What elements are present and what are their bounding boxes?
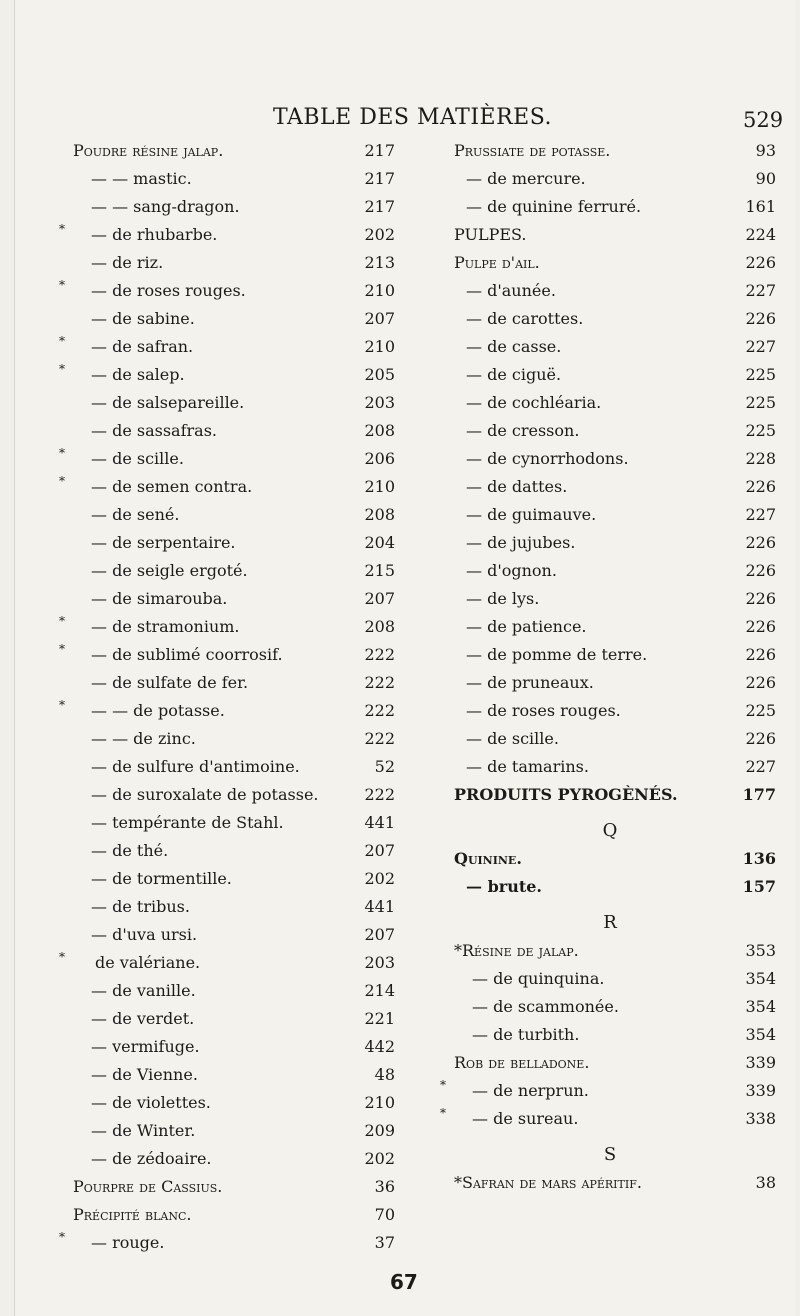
- section-letter-text: Q: [602, 820, 618, 841]
- index-entry: [59, 136, 399, 164]
- asterisk-mark: *: [440, 1078, 446, 1092]
- asterisk-mark: *: [59, 334, 65, 348]
- entry-label: — de tamarins.: [466, 757, 589, 776]
- entry-label: — de sené.: [91, 505, 180, 524]
- asterisk-mark: *: [59, 474, 65, 488]
- index-entry: [59, 276, 399, 304]
- asterisk-mark: *: [59, 1230, 65, 1244]
- entry-label: — rouge.: [91, 1233, 165, 1252]
- entry-page-number: 36: [374, 1177, 395, 1196]
- index-entry: [440, 556, 780, 584]
- entry-label: — de seigle ergoté.: [91, 561, 248, 580]
- entry-label: — — mastic.: [91, 169, 192, 188]
- index-entry: [59, 360, 399, 388]
- entry-label: — de semen contra.: [91, 477, 253, 496]
- entry-page-number: 215: [364, 561, 395, 580]
- entry-page-number: 226: [745, 309, 776, 328]
- index-entry: [59, 1088, 399, 1116]
- entry-page-number: 224: [745, 225, 776, 244]
- entry-page-number: 353: [745, 941, 776, 960]
- index-entry: [59, 304, 399, 332]
- entry-label: Prussiate de potasse.: [454, 141, 611, 160]
- entry-page-number: 208: [364, 421, 395, 440]
- entry-label: Rob de belladone.: [454, 1053, 590, 1072]
- entry-page-number: 222: [364, 729, 395, 748]
- index-entry: [440, 360, 780, 388]
- index-entry: [440, 248, 780, 276]
- entry-label: — de suroxalate de potasse.: [91, 785, 319, 804]
- index-entry: [59, 444, 399, 472]
- index-entry: [440, 1076, 780, 1104]
- index-entry: [59, 724, 399, 752]
- entry-page-number: 208: [364, 505, 395, 524]
- entry-page-number: 209: [364, 1121, 395, 1140]
- entry-label: *Safran de mars apéritif.: [454, 1173, 642, 1192]
- entry-label: — — sang-dragon.: [91, 197, 240, 216]
- entry-label: — de tribus.: [91, 897, 190, 916]
- index-entry: [440, 1020, 780, 1048]
- entry-page-number: 70: [374, 1205, 395, 1224]
- entry-page-number: 207: [364, 309, 395, 328]
- index-entry: [440, 584, 780, 612]
- entry-page-number: 217: [364, 141, 395, 160]
- entry-label: — de scille.: [91, 449, 184, 468]
- entry-label: — de simarouba.: [91, 589, 228, 608]
- entry-label: — tempérante de Stahl.: [91, 813, 284, 832]
- index-entry: [59, 920, 399, 948]
- index-entry: [59, 472, 399, 500]
- entry-page-number: 207: [364, 925, 395, 944]
- entry-page-number: 202: [364, 225, 395, 244]
- asterisk-mark: *: [59, 446, 65, 460]
- entry-label: — — de potasse.: [91, 701, 225, 720]
- index-entry: [59, 864, 399, 892]
- entry-label: Pourpre de Cassius.: [73, 1177, 223, 1196]
- entry-page-number: 225: [745, 393, 776, 412]
- entry-label: — de salep.: [91, 365, 185, 384]
- entry-page-number: 227: [745, 281, 776, 300]
- entry-page-number: 227: [745, 757, 776, 776]
- entry-page-number: 354: [745, 997, 776, 1016]
- entry-page-number: 441: [364, 897, 395, 916]
- entry-page-number: 228: [745, 449, 776, 468]
- entry-label: — de sulfate de fer.: [91, 673, 249, 692]
- entry-label: Quinine.: [454, 849, 522, 868]
- entry-page-number: 203: [364, 953, 395, 972]
- entry-label: — de roses rouges.: [466, 701, 621, 720]
- index-column-right: [440, 136, 780, 1196]
- entry-label: — de sassafras.: [91, 421, 217, 440]
- entry-page-number: 226: [745, 533, 776, 552]
- index-entry: [440, 416, 780, 444]
- entry-label: — de riz.: [91, 253, 164, 272]
- entry-label: — — de zinc.: [91, 729, 196, 748]
- entry-page-number: 225: [745, 421, 776, 440]
- entry-page-number: 214: [364, 981, 395, 1000]
- index-entry: [440, 1168, 780, 1196]
- entry-label: — vermifuge.: [91, 1037, 200, 1056]
- entry-page-number: 90: [755, 169, 776, 188]
- entry-label: — de thé.: [91, 841, 169, 860]
- index-entry: [59, 976, 399, 1004]
- index-entry: [440, 964, 780, 992]
- entry-label: — d'uva ursi.: [91, 925, 198, 944]
- footer-signature: 67: [390, 1270, 418, 1294]
- index-entry: [59, 668, 399, 696]
- index-entry: [59, 1172, 399, 1200]
- entry-label: — de sabine.: [91, 309, 195, 328]
- entry-label: Pulpe d'ail.: [454, 253, 540, 272]
- index-entry: [59, 1060, 399, 1088]
- index-entry: [59, 696, 399, 724]
- entry-label: — de guimauve.: [466, 505, 597, 524]
- entry-page-number: 38: [755, 1173, 776, 1192]
- entry-page-number: 208: [364, 617, 395, 636]
- asterisk-mark: *: [59, 950, 65, 964]
- index-entry: [440, 724, 780, 752]
- entry-page-number: 226: [745, 645, 776, 664]
- index-entry: [440, 992, 780, 1020]
- entry-label: — de cresson.: [466, 421, 580, 440]
- entry-page-number: 136: [742, 849, 776, 868]
- index-entry: [440, 444, 780, 472]
- index-entry: [440, 388, 780, 416]
- entry-label: — de vanille.: [91, 981, 196, 1000]
- entry-page-number: 52: [374, 757, 395, 776]
- index-entry: [59, 388, 399, 416]
- entry-page-number: 227: [745, 505, 776, 524]
- index-entry: [59, 164, 399, 192]
- entry-label: — de safran.: [91, 337, 194, 356]
- entry-page-number: 442: [364, 1037, 395, 1056]
- entry-page-number: 157: [742, 877, 776, 896]
- entry-page-number: 225: [745, 701, 776, 720]
- entry-page-number: 210: [364, 1093, 395, 1112]
- entry-label: — de Winter.: [91, 1121, 196, 1140]
- entry-page-number: 222: [364, 673, 395, 692]
- entry-label: — de scille.: [466, 729, 559, 748]
- entry-page-number: 222: [364, 785, 395, 804]
- index-entry: [440, 500, 780, 528]
- entry-page-number: 205: [364, 365, 395, 384]
- entry-page-number: 226: [745, 253, 776, 272]
- index-entry: [440, 528, 780, 556]
- asterisk-mark: *: [59, 698, 65, 712]
- index-entry: [59, 752, 399, 780]
- entry-label: — de pruneaux.: [466, 673, 594, 692]
- entry-label: — de sulfure d'antimoine.: [91, 757, 300, 776]
- index-entry: [59, 528, 399, 556]
- entry-page-number: 226: [745, 617, 776, 636]
- entry-page-number: 202: [364, 1149, 395, 1168]
- index-entry: [59, 892, 399, 920]
- entry-label: Précipité blanc.: [73, 1205, 192, 1224]
- entry-page-number: 177: [742, 785, 776, 804]
- index-entry: [59, 1004, 399, 1032]
- entry-label: — de roses rouges.: [91, 281, 246, 300]
- entry-label: — de salsepareille.: [91, 393, 245, 412]
- asterisk-mark: *: [59, 362, 65, 376]
- asterisk-mark: *: [59, 614, 65, 628]
- entry-label: — de turbith.: [472, 1025, 580, 1044]
- index-entry: [59, 836, 399, 864]
- index-entry: [59, 220, 399, 248]
- book-page: [14, 0, 795, 1316]
- entry-page-number: 217: [364, 197, 395, 216]
- entry-label: — de sublimé coorrosif.: [91, 645, 283, 664]
- section-letter: [440, 1132, 780, 1168]
- index-entry: [59, 948, 399, 976]
- entry-page-number: 338: [745, 1109, 776, 1128]
- entry-label: — de zédoaire.: [91, 1149, 212, 1168]
- index-entry: [440, 844, 780, 872]
- entry-label: — de Vienne.: [91, 1065, 198, 1084]
- index-entry: [59, 500, 399, 528]
- entry-label: — de rhubarbe.: [91, 225, 218, 244]
- index-entry: [440, 276, 780, 304]
- entry-page-number: 93: [755, 141, 776, 160]
- index-entry: [59, 808, 399, 836]
- entry-page-number: 206: [364, 449, 395, 468]
- entry-page-number: 48: [374, 1065, 395, 1084]
- index-entry: [440, 872, 780, 900]
- entry-page-number: 210: [364, 477, 395, 496]
- entry-label: — de verdet.: [91, 1009, 195, 1028]
- entry-label: — de cynorrhodons.: [466, 449, 629, 468]
- index-entry: [440, 304, 780, 332]
- entry-page-number: 226: [745, 729, 776, 748]
- entry-label: — d'ognon.: [466, 561, 557, 580]
- index-entry: [59, 584, 399, 612]
- entry-label: — de ciguë.: [466, 365, 562, 384]
- page-number: 529: [743, 108, 784, 132]
- section-letter: [440, 900, 780, 936]
- index-entry: [440, 1104, 780, 1132]
- index-column-left: [59, 136, 399, 1256]
- entry-label: — de dattes.: [466, 477, 568, 496]
- entry-label: PRODUITS PYROGÈNÉS.: [454, 785, 678, 804]
- index-entry: [59, 1032, 399, 1060]
- entry-label: — de serpentaire.: [91, 533, 236, 552]
- entry-page-number: 226: [745, 589, 776, 608]
- index-entry: [440, 696, 780, 724]
- entry-label: — de carottes.: [466, 309, 584, 328]
- entry-label: de valériane.: [95, 953, 201, 972]
- entry-label: — de patience.: [466, 617, 587, 636]
- index-entry: [59, 1116, 399, 1144]
- entry-label: — de mercure.: [466, 169, 586, 188]
- page-header-title: TABLE DES MATIÈRES.: [273, 105, 552, 130]
- asterisk-mark: *: [440, 1106, 446, 1120]
- entry-page-number: 339: [745, 1053, 776, 1072]
- section-letter-text: S: [603, 1144, 617, 1165]
- index-entry: [59, 640, 399, 668]
- index-entry: [59, 192, 399, 220]
- entry-page-number: 225: [745, 365, 776, 384]
- entry-page-number: 226: [745, 477, 776, 496]
- index-entry: [59, 1228, 399, 1256]
- entry-label: — de stramonium.: [91, 617, 240, 636]
- entry-page-number: 207: [364, 589, 395, 608]
- entry-page-number: 354: [745, 969, 776, 988]
- index-entry: [59, 780, 399, 808]
- entry-page-number: 161: [745, 197, 776, 216]
- index-entry: [59, 612, 399, 640]
- entry-label: — de cochléaria.: [466, 393, 602, 412]
- entry-label: — de quinine ferruré.: [466, 197, 642, 216]
- entry-page-number: 339: [745, 1081, 776, 1100]
- index-entry: [440, 192, 780, 220]
- index-entry: [59, 248, 399, 276]
- entry-label: — de nerprun.: [472, 1081, 589, 1100]
- entry-page-number: 354: [745, 1025, 776, 1044]
- entry-page-number: 226: [745, 673, 776, 692]
- index-entry: [440, 220, 780, 248]
- entry-page-number: 441: [364, 813, 395, 832]
- asterisk-mark: *: [59, 222, 65, 236]
- entry-page-number: 221: [364, 1009, 395, 1028]
- entry-page-number: 227: [745, 337, 776, 356]
- entry-page-number: 213: [364, 253, 395, 272]
- index-entry: [440, 1048, 780, 1076]
- entry-label: — de scammonée.: [472, 997, 619, 1016]
- entry-page-number: 202: [364, 869, 395, 888]
- index-entry: [440, 612, 780, 640]
- index-entry: [440, 752, 780, 780]
- index-entry: [59, 556, 399, 584]
- entry-page-number: 222: [364, 645, 395, 664]
- entry-page-number: 37: [374, 1233, 395, 1252]
- entry-label: — de pomme de terre.: [466, 645, 648, 664]
- entry-page-number: 226: [745, 561, 776, 580]
- entry-label: PULPES.: [454, 225, 527, 244]
- section-letter: [440, 808, 780, 844]
- index-entry: [440, 780, 780, 808]
- entry-page-number: 217: [364, 169, 395, 188]
- entry-page-number: 222: [364, 701, 395, 720]
- entry-label: *Résine de jalap.: [454, 941, 579, 960]
- index-entry: [440, 936, 780, 964]
- entry-label: — d'aunée.: [466, 281, 556, 300]
- index-entry: [59, 332, 399, 360]
- entry-label: — de tormentille.: [91, 869, 232, 888]
- entry-page-number: 210: [364, 337, 395, 356]
- index-entry: [440, 164, 780, 192]
- index-entry: [440, 668, 780, 696]
- entry-label: Poudre résine jalap.: [73, 141, 224, 160]
- section-letter-text: R: [603, 912, 617, 933]
- entry-label: — de sureau.: [472, 1109, 579, 1128]
- entry-label: — de quinquina.: [472, 969, 605, 988]
- asterisk-mark: *: [59, 642, 65, 656]
- index-entry: [59, 1200, 399, 1228]
- index-entry: [440, 136, 780, 164]
- index-entry: [440, 332, 780, 360]
- entry-page-number: 203: [364, 393, 395, 412]
- index-entry: [59, 1144, 399, 1172]
- entry-page-number: 207: [364, 841, 395, 860]
- entry-label: — brute.: [466, 877, 542, 896]
- entry-page-number: 210: [364, 281, 395, 300]
- entry-label: — de violettes.: [91, 1093, 211, 1112]
- entry-label: — de lys.: [466, 589, 540, 608]
- entry-page-number: 204: [364, 533, 395, 552]
- entry-label: — de jujubes.: [466, 533, 576, 552]
- index-entry: [59, 416, 399, 444]
- asterisk-mark: *: [59, 278, 65, 292]
- entry-label: — de casse.: [466, 337, 562, 356]
- index-entry: [440, 640, 780, 668]
- index-entry: [440, 472, 780, 500]
